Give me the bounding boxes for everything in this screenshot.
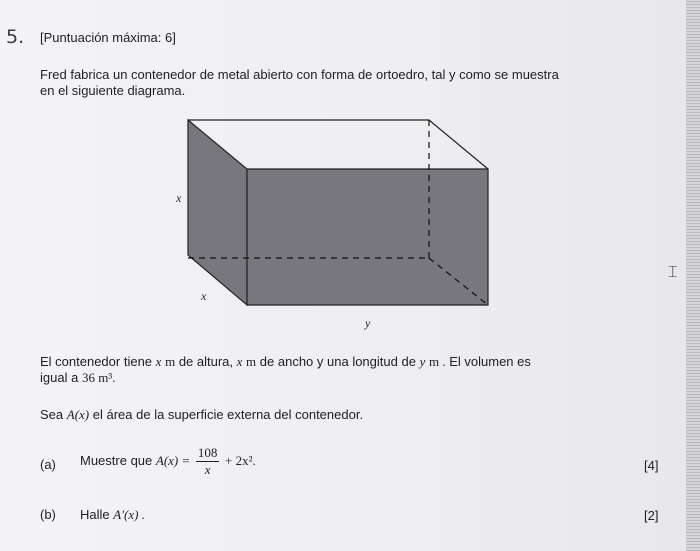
question-header: [Puntuación máxima: 6] xyxy=(40,30,176,45)
label-length: y xyxy=(365,316,371,330)
intro-line-1: Fred fabrica un contenedor de metal abierto con forma de ortoedro, tal y como se muestra xyxy=(40,67,559,82)
page-edge xyxy=(686,0,700,551)
part-b-label: (b) xyxy=(40,507,56,522)
label-height: x xyxy=(176,191,182,205)
box-front-face xyxy=(247,169,488,305)
text-cursor-icon: ⌶ xyxy=(668,262,678,281)
description-line-2: igual a 36 m³. xyxy=(40,370,116,385)
part-b-statement: Halle A′(x) . xyxy=(80,507,145,522)
question-number: 5. xyxy=(6,26,25,48)
part-a-statement: Muestre que A(x) = $\frac{108}{x}$ + 2x². xyxy=(80,445,256,477)
box-diagram xyxy=(170,110,510,335)
box-left-face xyxy=(188,120,247,305)
part-b-marks: [2] xyxy=(644,508,659,523)
part-a-marks: [4] xyxy=(644,458,659,473)
part-a-label: (a) xyxy=(40,457,56,472)
label-width: x xyxy=(201,289,207,303)
definition-line: Sea A(x) el área de la superficie externa del contenedor. xyxy=(40,407,364,422)
fraction: $\frac{108}{x}$ xyxy=(197,445,218,477)
description-line-1: El contenedor tiene x m de altura, x m de ancho y una longitud de y m . El volumen es xyxy=(40,354,531,369)
intro-line-2: en el siguiente diagrama. xyxy=(40,83,186,98)
